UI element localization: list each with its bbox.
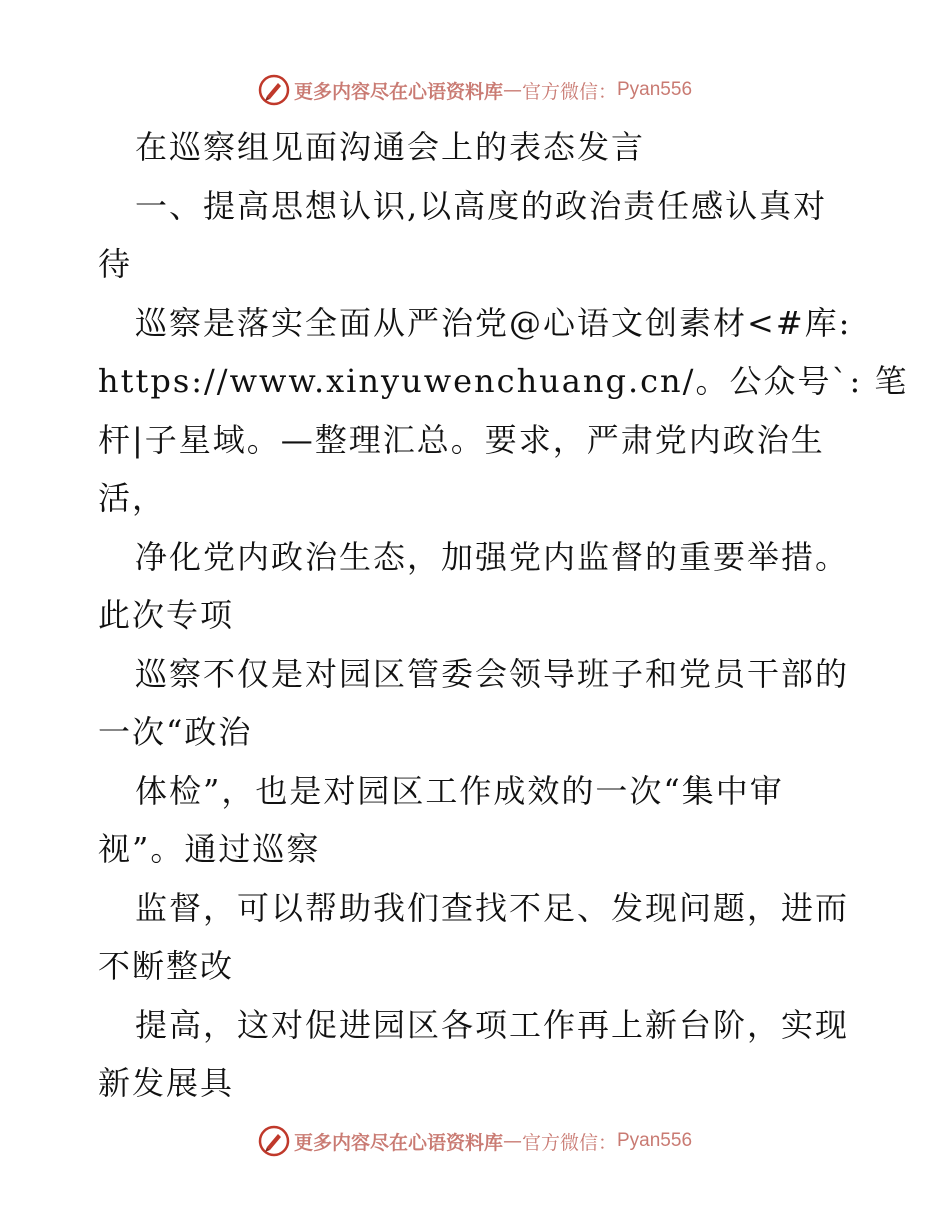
watermark-banner-bottom (0, 1121, 950, 1161)
paragraph-line: 活， (98, 479, 167, 517)
document-body (98, 118, 909, 1113)
watermark-text: 更多内容尽在心语资料库 (293, 80, 503, 103)
watermark-banner-top (0, 70, 950, 110)
paragraph-line: 净化党内政治生态，加强党内监督的重要举措。 (135, 537, 850, 576)
paragraph-line: 此次专项 (98, 596, 235, 634)
paragraph-line: 杆|子星域。—整理汇总。要求，严肃党内政治生 (98, 420, 825, 459)
paragraph-line: 提高，这对促进园区各项工作再上新台阶，实现 (135, 1005, 850, 1044)
section-heading-1-cont: 待 (98, 245, 133, 283)
paragraph-line: https://www.xinyuwenchuang.cn/。公众号`: 笔 (98, 362, 909, 400)
watermark-dash: — (502, 79, 522, 101)
watermark-contact-id: Pyan556 (617, 79, 693, 100)
watermark-contact-id: Pyan556 (617, 1130, 693, 1151)
watermark-dash: — (502, 1130, 522, 1152)
document-title: 在巡察组见面沟通会上的表态发言 (135, 128, 646, 166)
pen-logo-icon (258, 74, 290, 106)
paragraph-line: 体检”，也是对园区工作成效的一次“集中审 (135, 771, 784, 810)
paragraph-line: 巡察是落实全面从严治党@心语文创素材<#库: (135, 303, 852, 342)
pen-logo-icon (258, 1125, 290, 1157)
paragraph-line: 监督，可以帮助我们查找不足、发现问题，进而 (135, 888, 850, 927)
paragraph-line: 视”。通过巡察 (98, 830, 321, 868)
section-heading-1: 一、提高思想认识,以高度的政治责任感认真对 (135, 186, 828, 225)
watermark-contact-label: 官方微信： (521, 80, 617, 103)
paragraph-line: 不断整改 (98, 947, 235, 985)
paragraph-line: 新发展具 (98, 1064, 235, 1102)
paragraph-line: 巡察不仅是对园区管委会领导班子和党员干部的 (135, 654, 850, 693)
watermark-contact-label: 官方微信： (521, 1131, 617, 1154)
paragraph-line: 一次“政治 (98, 713, 253, 751)
watermark-text: 更多内容尽在心语资料库 (293, 1131, 503, 1154)
